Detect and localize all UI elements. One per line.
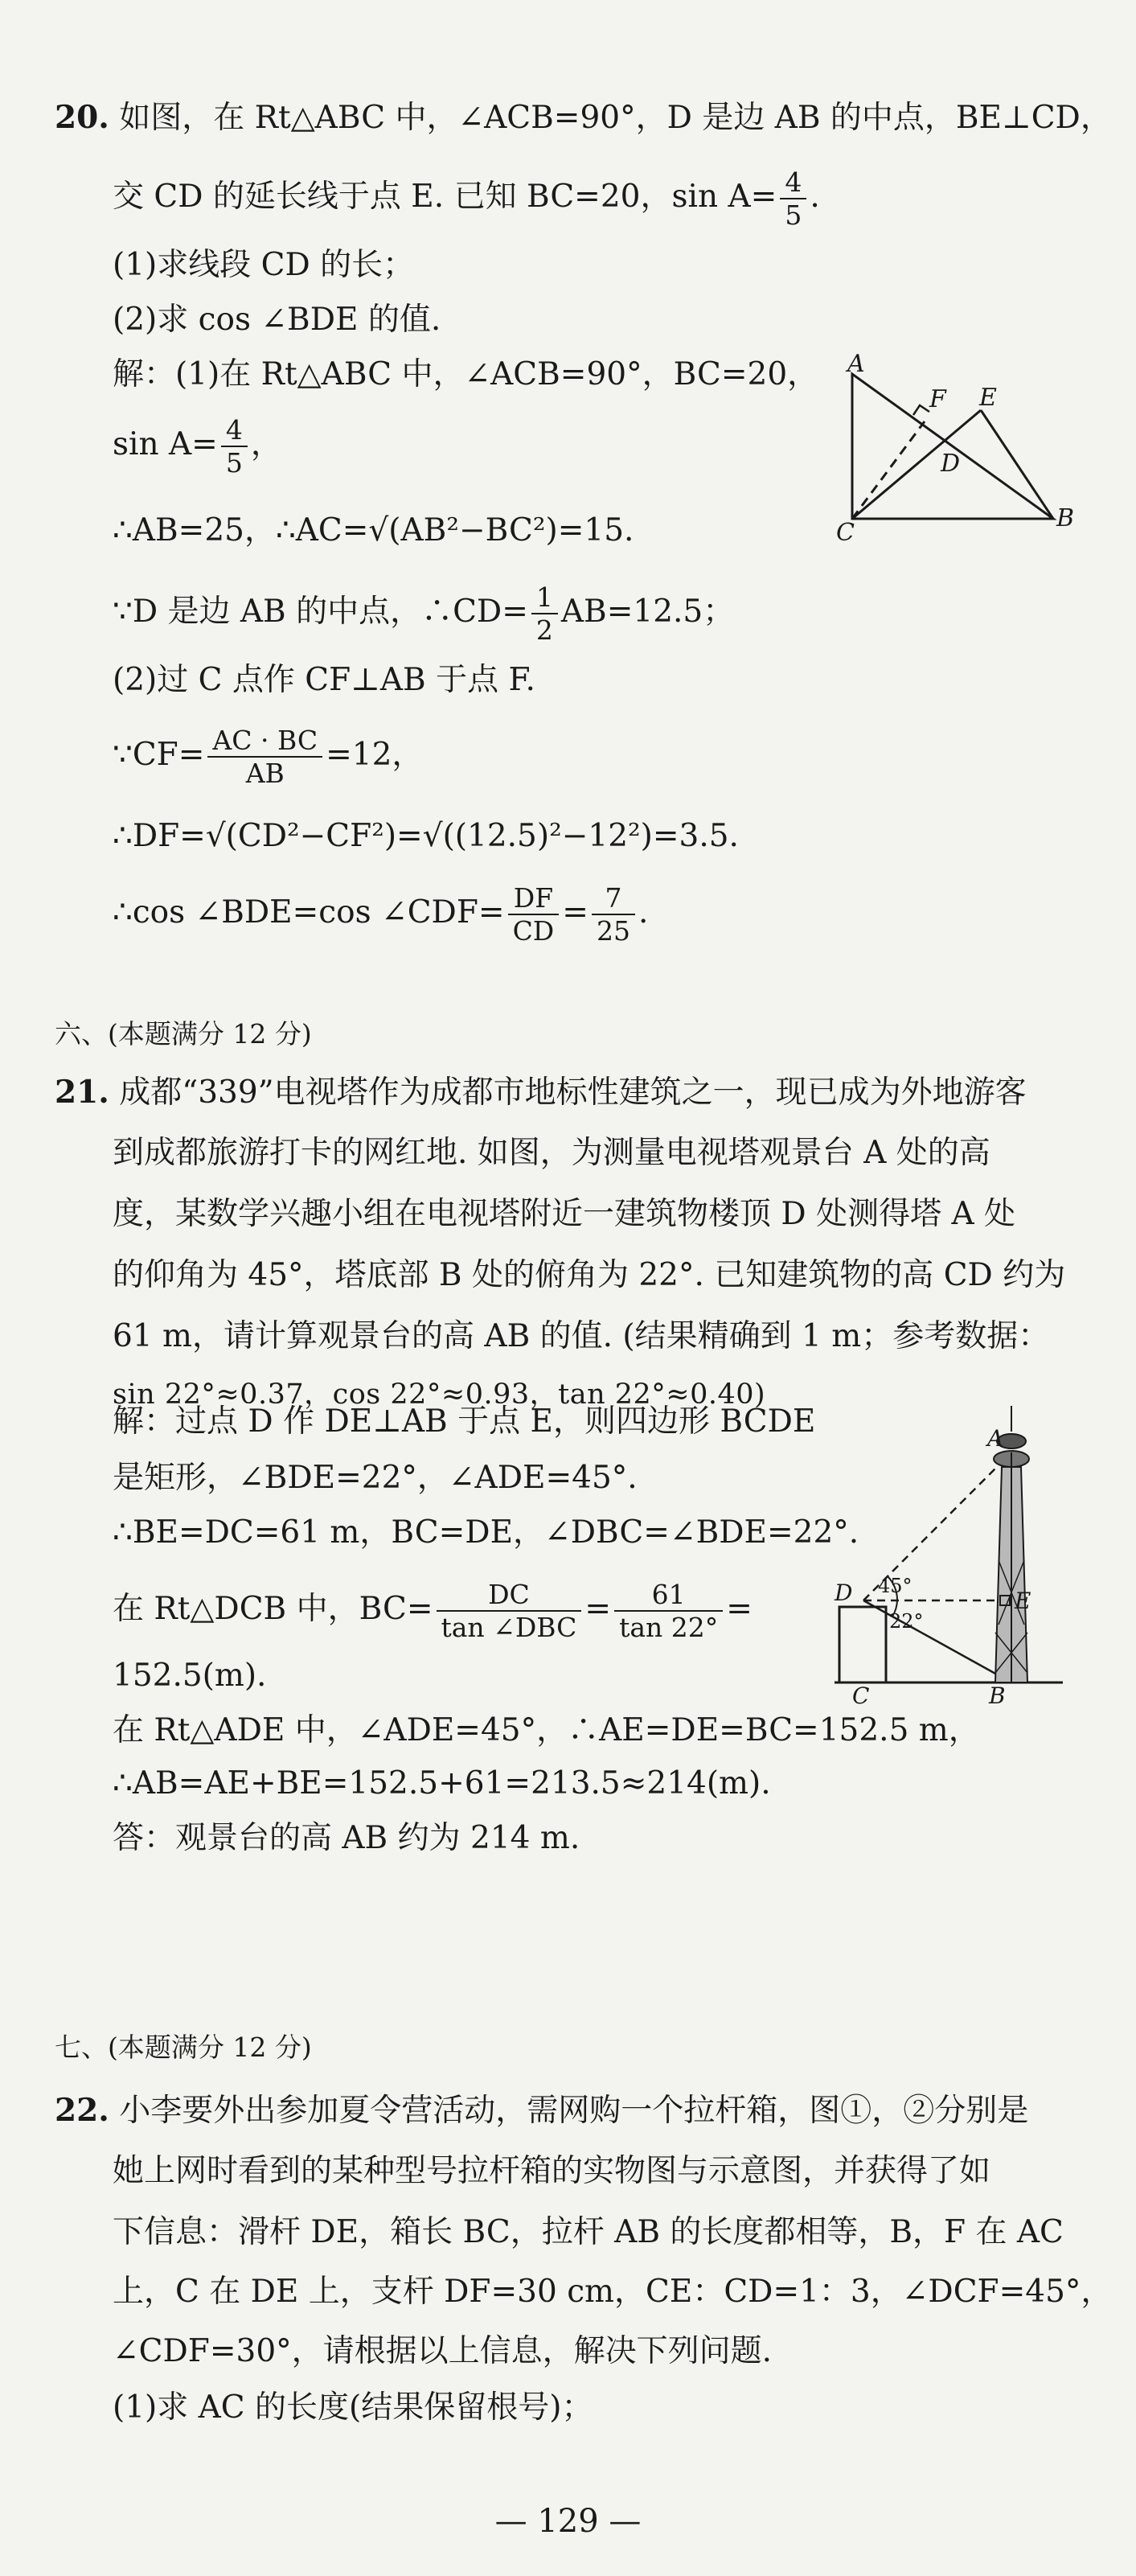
q20-solution-line5: (2)过 C 点作 CF⊥AB 于点 F. <box>113 662 535 698</box>
q20-solution-line6-end: =12， <box>326 737 424 773</box>
q20-cf-fraction <box>207 727 322 787</box>
q21-stem-line6: sin 22°≈0.37，cos 22°≈0.93，tan 22°≈0.40) <box>113 1378 766 1411</box>
q20-label-B: B <box>1056 504 1075 532</box>
q20-solution-line4-text: ∵D 是边 AB 的中点，∴CD= <box>113 594 528 630</box>
fraction-denominator: CD <box>512 915 555 947</box>
q21-61-tan-fraction <box>614 1581 723 1641</box>
q20-label-D: D <box>941 450 961 478</box>
q20-solution-line2-text: sin A= <box>113 426 218 462</box>
q21-solution-line7: ∴AB=AE+BE=152.5+61=213.5≈214(m). <box>113 1765 771 1802</box>
fraction-denominator: 2 <box>535 614 553 646</box>
q20-label-A: A <box>847 354 865 378</box>
q20-stem-line1: 20. 如图，在 Rt△ABC 中，∠ACB=90°，D 是边 AB 的中点，BE⊥CD， <box>55 99 1112 136</box>
q21-solution-line6: 在 Rt△ADE 中，∠ADE=45°，∴AE=DE=BC=152.5 m， <box>113 1712 980 1748</box>
fraction-numerator: DC <box>437 1581 582 1612</box>
fraction-numerator: 1 <box>531 584 558 614</box>
fraction-numerator: 4 <box>780 169 806 199</box>
q20-part1: (1)求线段 CD 的长； <box>113 247 415 283</box>
q21-label-D: D <box>835 1580 853 1606</box>
q21-label-C: C <box>852 1682 870 1705</box>
q21-stem-line4: 的仰角为 45°，塔底部 B 处的俯角为 22°. 已知建筑物的高 CD 约为 <box>113 1257 1066 1293</box>
question-number: 22. <box>55 2092 109 2129</box>
equals-sign: = <box>584 1591 612 1627</box>
q21-label-B: B <box>989 1682 1006 1705</box>
q21-dc-tan-fraction <box>437 1581 582 1641</box>
fraction-denominator: 5 <box>785 199 802 231</box>
fraction-numerator: 4 <box>221 417 248 447</box>
q20-solution-line8-end: . <box>638 894 649 931</box>
q22-stem-line5: ∠CDF=30°，请根据以上信息，解决下列问题. <box>113 2333 773 2369</box>
q20-solution-line7: ∴DF=√(CD²−CF²)=√((12.5)²−12²)=3.5. <box>113 818 739 854</box>
q20-solution-line4 <box>113 581 735 646</box>
q20-solution-line4-end: AB=12.5； <box>560 594 735 630</box>
q20-sinA-fraction <box>780 166 806 231</box>
fraction-numerator: DF <box>508 885 560 915</box>
fraction-denominator: 5 <box>225 447 243 479</box>
q20-solution-line3: ∴AB=25，∴AC=√(AB²−BC²)=15. <box>113 512 634 548</box>
equals-sign: = <box>562 894 589 931</box>
q20-stem-line2-end: . <box>810 179 820 215</box>
fraction-denominator: tan 22° <box>619 1612 719 1643</box>
q20-sinA-fraction-2 <box>221 414 248 479</box>
fraction-numerator: 7 <box>592 885 635 915</box>
q20-solution-line1: 解：(1)在 Rt△ABC 中，∠ACB=90°，BC=20， <box>113 356 819 392</box>
q20-solution-line8 <box>113 882 649 947</box>
q22-stem-line2: 她上网时看到的某种型号拉杆箱的实物图与示意图，并获得了如 <box>113 2153 991 2189</box>
q20-df-cd-fraction <box>508 882 560 947</box>
fraction-numerator: 61 <box>614 1581 723 1612</box>
question-number: 20. <box>55 99 109 136</box>
fraction-denominator: AB <box>245 758 285 789</box>
page-number: — 129 — <box>494 2503 642 2540</box>
q22-stem-line1: 22. 小李要外出参加夏令营活动，需网购一个拉杆箱，图①，②分别是 <box>55 2092 1029 2129</box>
q21-label-E: E <box>1015 1588 1031 1614</box>
q21-solution-line5: 152.5(m). <box>113 1658 267 1694</box>
q21-angle-45: 45° <box>878 1575 912 1597</box>
q20-part2: (2)求 cos ∠BDE 的值. <box>113 302 441 338</box>
q22-part1: (1)求 AC 的长度(结果保留根号)； <box>113 2389 593 2426</box>
q21-solution-line8: 答：观景台的高 AB 约为 214 m. <box>113 1820 580 1856</box>
q20-half-fraction <box>531 581 558 646</box>
q21-tower-figure <box>828 1399 1069 1705</box>
q20-solution-line6 <box>113 727 423 787</box>
fraction-numerator: AC · BC <box>207 727 322 758</box>
q21-solution-line3: ∴BE=DC=61 m，BC=DE，∠DBC=∠BDE=22°. <box>113 1514 859 1551</box>
q21-stem-line1: 21. 成都“339”电视塔作为成都市地标性建筑之一，现已成为外地游客 <box>55 1074 1027 1111</box>
q21-solution-line4 <box>113 1581 753 1641</box>
q21-angle-22: 22° <box>889 1610 924 1633</box>
q22-stem-line4: 上，C 在 DE 上，支杆 DF=30 cm，CE：CD=1：3，∠DCF=45°， <box>113 2274 1113 2310</box>
section-7-header: 七、(本题满分 12 分) <box>55 2032 312 2063</box>
fraction-denominator: 25 <box>596 915 630 947</box>
q21-label-A: A <box>987 1425 1004 1452</box>
q20-stem-line2-text: 交 CD 的延长线于点 E. 已知 BC=20，sin A= <box>113 179 777 215</box>
section-6-header: 六、(本题满分 12 分) <box>55 1018 312 1050</box>
q20-label-C: C <box>836 519 855 547</box>
q20-label-F: F <box>929 385 946 413</box>
q21-stem-line5: 61 m，请计算观景台的高 AB 的值. (结果精确到 1 m；参考数据： <box>113 1318 1050 1354</box>
q20-solution-line8-text: ∴cos ∠BDE=cos ∠CDF= <box>113 894 505 931</box>
q20-triangle-figure <box>836 354 1077 547</box>
q21-stem-line2: 到成都旅游打卡的网红地. 如图，为测量电视塔观景台 A 处的高 <box>113 1135 990 1171</box>
q21-solution-line4-text: 在 Rt△DCB 中，BC= <box>113 1591 433 1627</box>
q21-stem-line3: 度，某数学兴趣小组在电视塔附近一建筑物楼顶 D 处测得塔 A 处 <box>113 1196 1016 1232</box>
fraction-denominator: tan ∠DBC <box>441 1612 577 1643</box>
q20-solution-line6-text: ∵CF= <box>113 737 205 773</box>
q21-solution-line2: 是矩形，∠BDE=22°，∠ADE=45°. <box>113 1460 638 1496</box>
q21-solution-line4-end: = <box>726 1591 753 1627</box>
q20-solution-line2-end: ， <box>250 426 282 462</box>
q20-label-E: E <box>979 384 997 412</box>
q21-solution-line1: 解：过点 D 作 DE⊥AB 于点 E，则四边形 BCDE <box>113 1403 816 1440</box>
q20-stem-line2 <box>113 166 820 231</box>
q20-solution-line2 <box>113 414 282 479</box>
q22-stem-line3: 下信息：滑杆 DE，箱长 BC，拉杆 AB 的长度都相等，B，F 在 AC <box>113 2214 1064 2250</box>
q20-result-fraction <box>592 882 635 947</box>
question-number: 21. <box>55 1074 109 1111</box>
